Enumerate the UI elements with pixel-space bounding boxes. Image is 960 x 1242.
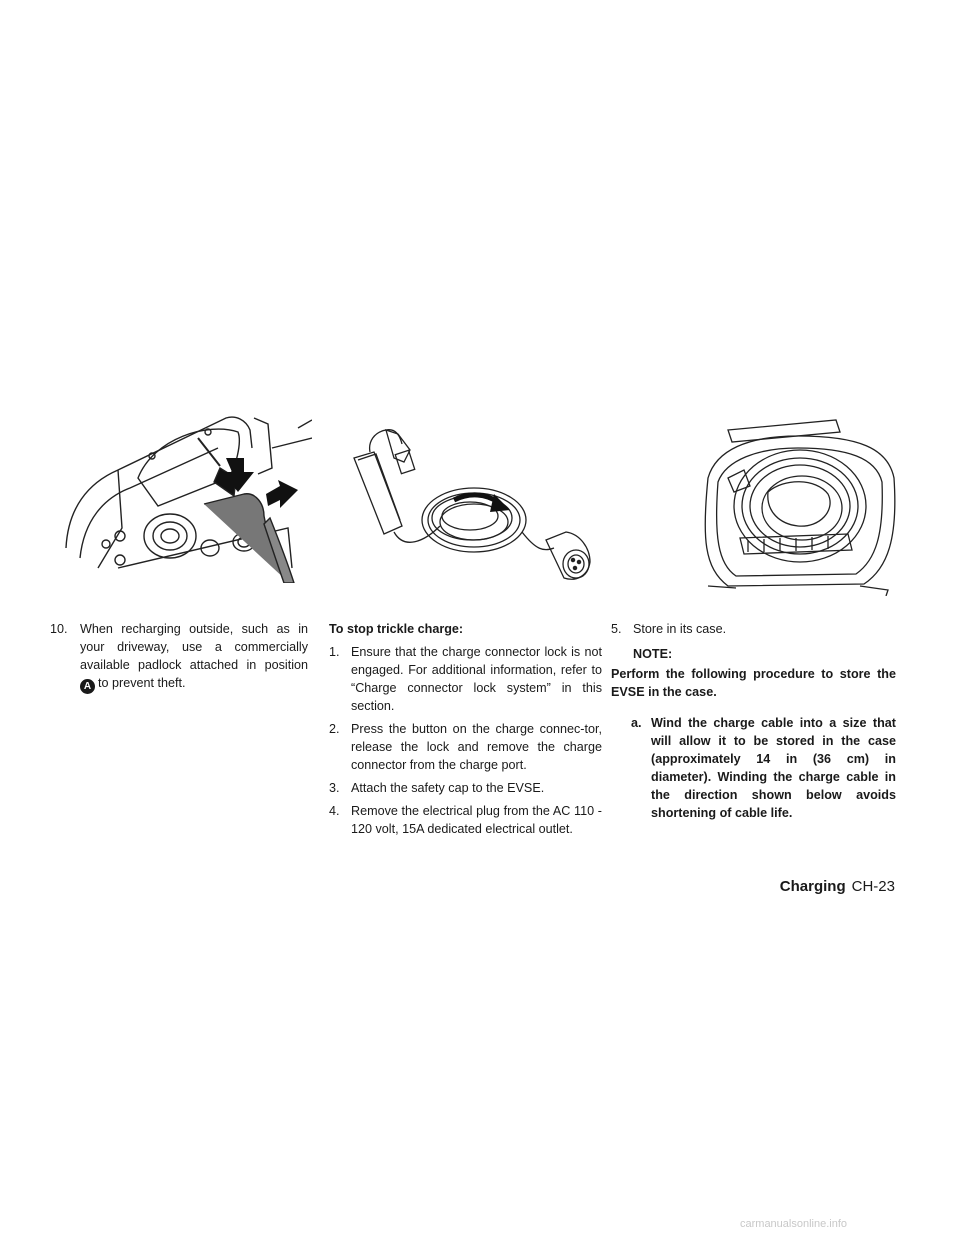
page-footer — [780, 878, 895, 895]
watermark: carmanualsonline.info — [740, 1218, 848, 1230]
step-text: Store in its case. — [633, 622, 727, 636]
step-3 — [329, 779, 602, 797]
charge-port-illustration — [58, 408, 312, 583]
substep-label: a. — [631, 715, 642, 730]
right-column — [611, 620, 896, 834]
note-text: Perform the following procedure to store the EVSE in the case. — [611, 667, 896, 699]
section-name: Charging — [779, 878, 846, 895]
step-2 — [329, 720, 602, 774]
step-text: Ensure that the charge connector lock is not engaged. For additional information, refer to “Charge connector lock system” in this section. — [351, 645, 602, 713]
position-marker-a: A — [80, 679, 95, 694]
substep-a — [611, 714, 896, 822]
step-5 — [611, 620, 896, 638]
step-10 — [50, 620, 308, 694]
note-heading: NOTE: — [633, 647, 673, 661]
section-heading: To stop trickle charge: — [329, 622, 464, 636]
evse-storage-case-illustration — [688, 418, 906, 596]
step-text: When recharging outside, such as in your driveway, use a commercially available padlock attached in position — [80, 622, 308, 672]
step-4 — [329, 802, 602, 838]
step-text: Attach the safety cap to the EVSE. — [351, 781, 545, 795]
evse-cable-illustration — [344, 422, 596, 584]
left-column — [50, 620, 308, 694]
substep-text: Wind the charge cable into a size that will allow it to be stored in the case (approximately 14 in (36 cm) in diameter). Winding the charge cable in the direction shown below avoids shortening of cable life. — [651, 715, 896, 820]
step-number: 4. — [329, 804, 340, 818]
step-number: 10. — [50, 622, 68, 636]
middle-column — [329, 620, 602, 843]
step-number: 3. — [329, 781, 340, 795]
step-text: Remove the electrical plug from the AC 110 - 120 volt, 15A dedicated electrical outlet. — [351, 804, 602, 836]
step-1 — [329, 643, 602, 715]
step-number: 2. — [329, 722, 340, 736]
step-text: Press the button on the charge connec-tor, release the lock and remove the charge connector from the charge port. — [351, 722, 602, 772]
step-number: 1. — [329, 645, 340, 659]
page-number: CH-23 — [851, 878, 895, 895]
step-number: 5. — [611, 622, 622, 636]
step-text-after: to prevent theft. — [98, 676, 186, 690]
